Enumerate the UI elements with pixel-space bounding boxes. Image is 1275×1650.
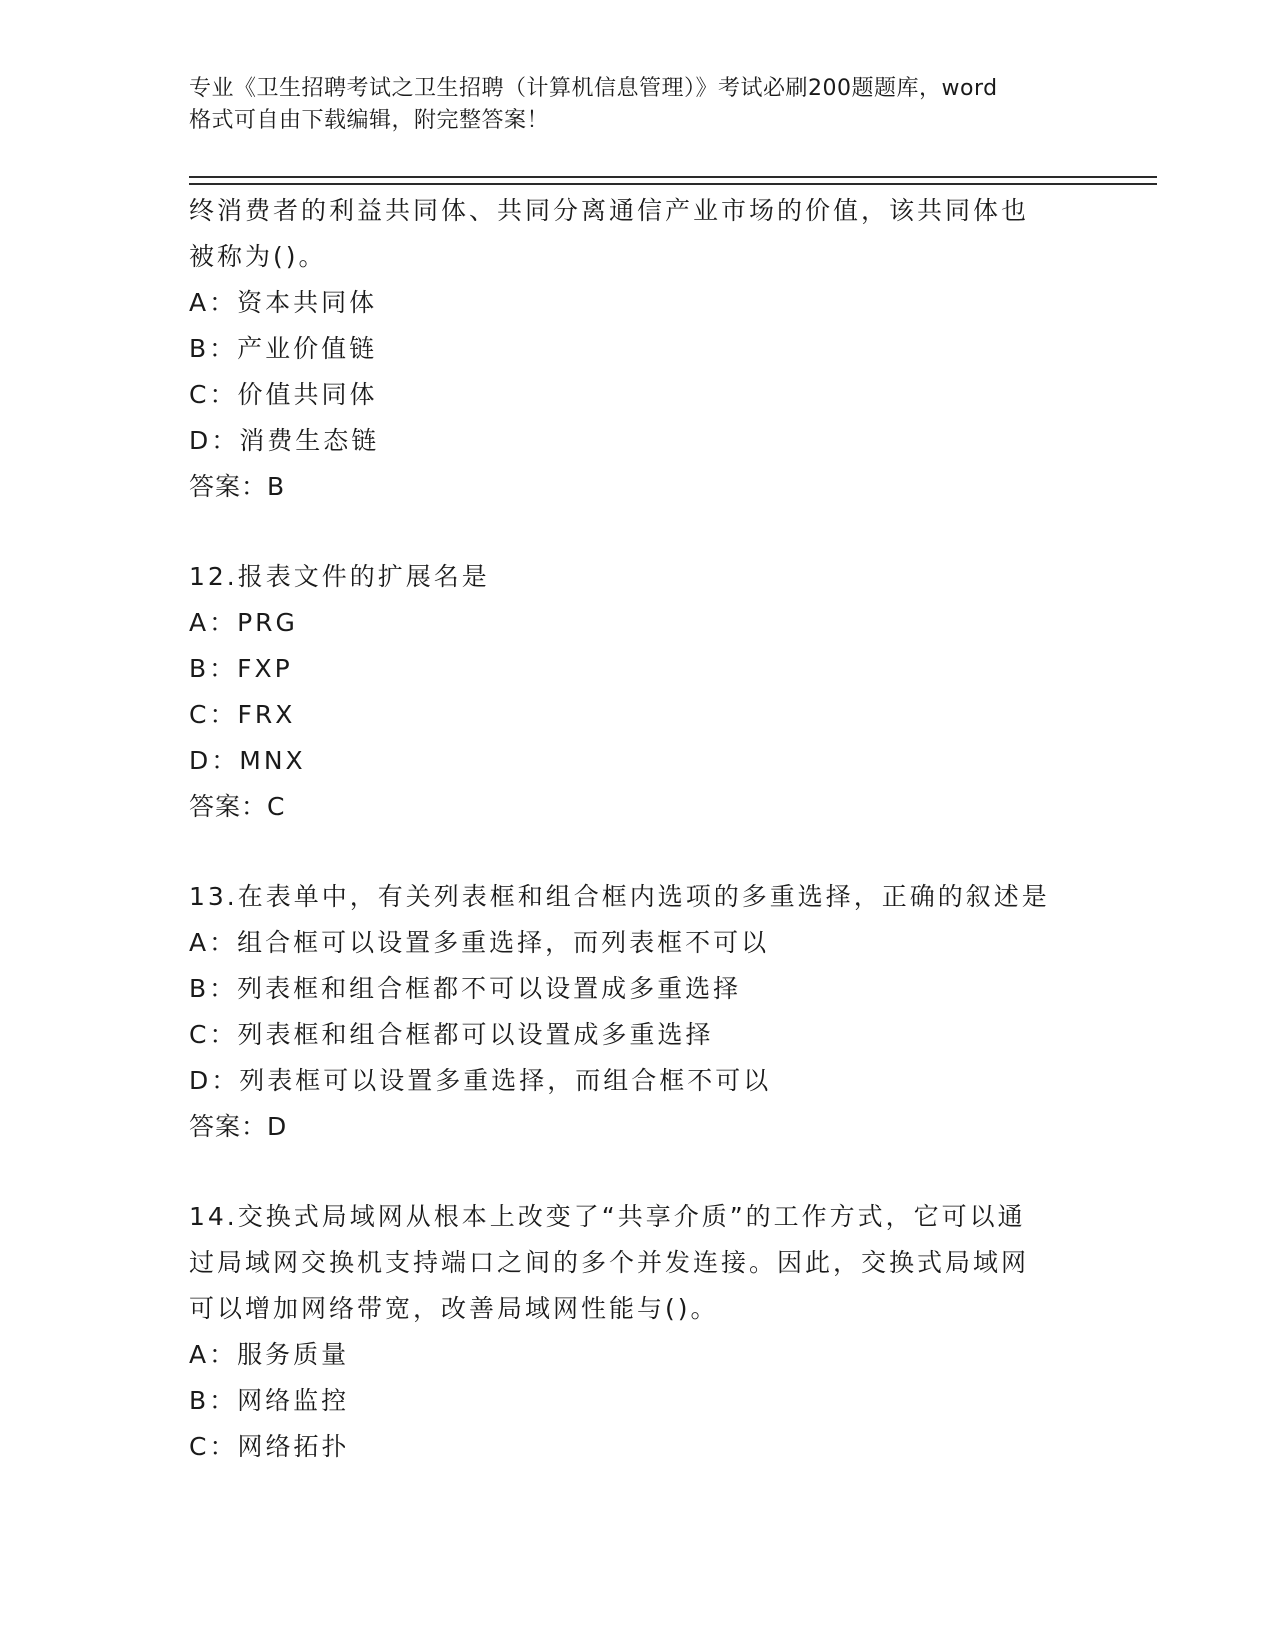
option-a: A：PRG — [189, 608, 298, 637]
question-stem-line: 过局域网交换机支持端口之间的多个并发连接。因此，交换式局域网 — [189, 1248, 1030, 1277]
option-b: B：FXP — [189, 654, 293, 683]
question-stem-line: 终消费者的利益共同体、共同分离通信产业市场的价值，该共同体也 — [189, 196, 1030, 225]
option-d: D：消费生态链 — [189, 426, 380, 455]
question-spacer — [189, 830, 1089, 874]
option-d: D：列表框可以设置多重选择，而组合框不可以 — [189, 1066, 772, 1095]
question-14 — [189, 1194, 1089, 1470]
question-12 — [189, 554, 1089, 830]
option-c: C：列表框和组合框都可以设置成多重选择 — [189, 1020, 714, 1049]
option-c: C：价值共同体 — [189, 380, 378, 409]
option-c: C：FRX — [189, 700, 296, 729]
option-a: A：服务质量 — [189, 1340, 350, 1369]
header-line-1: 专业《卫生招聘考试之卫生招聘（计算机信息管理）》考试必刷200题题库，word — [189, 76, 998, 101]
header-divider-top — [189, 176, 1157, 178]
option-a: A：资本共同体 — [189, 288, 378, 317]
option-d: D：MNX — [189, 746, 306, 775]
question-11 — [189, 188, 1089, 510]
header-line-2: 格式可自由下载编辑，附完整答案！ — [189, 108, 550, 133]
document-header — [189, 73, 1089, 137]
question-list — [189, 188, 1089, 1470]
question-spacer — [189, 1150, 1089, 1194]
question-spacer — [189, 510, 1089, 554]
question-stem-line: 12.报表文件的扩展名是 — [189, 562, 490, 591]
answer-line: 答案：D — [189, 1112, 288, 1141]
header-divider-bottom — [189, 183, 1157, 185]
answer-line: 答案：C — [189, 792, 286, 821]
question-stem-line: 14.交换式局域网从根本上改变了“共享介质”的工作方式，它可以通 — [189, 1202, 1026, 1231]
question-stem-line: 被称为()。 — [189, 242, 327, 271]
answer-line: 答案：B — [189, 472, 286, 501]
question-stem-line: 13.在表单中，有关列表框和组合框内选项的多重选择，正确的叙述是 — [189, 882, 1050, 911]
option-b: B：产业价值链 — [189, 334, 378, 363]
option-c: C：网络拓扑 — [189, 1432, 350, 1461]
option-b: B：网络监控 — [189, 1386, 350, 1415]
option-b: B：列表框和组合框都不可以设置成多重选择 — [189, 974, 742, 1003]
question-13 — [189, 874, 1089, 1150]
question-stem-line: 可以增加网络带宽，改善局域网性能与()。 — [189, 1294, 719, 1323]
option-a: A：组合框可以设置多重选择，而列表框不可以 — [189, 928, 770, 957]
